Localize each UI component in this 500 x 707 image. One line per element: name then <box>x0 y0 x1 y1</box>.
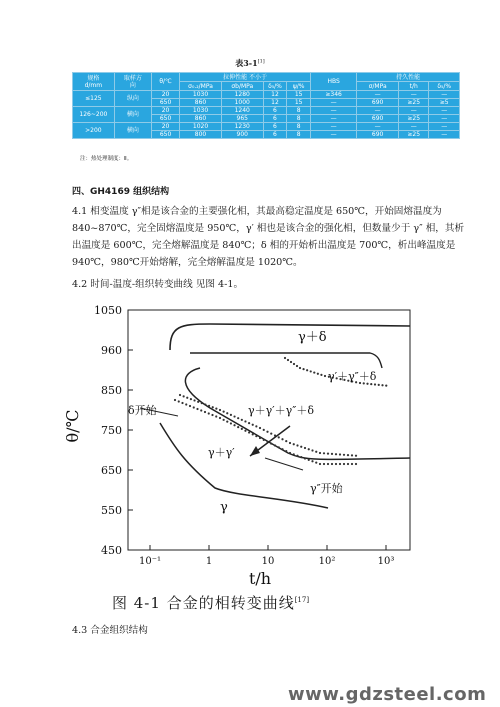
curve-dot <box>347 463 349 465</box>
table-cell: 纵向 <box>114 91 151 107</box>
table-cell: 900 <box>221 131 263 139</box>
curve-dot <box>296 455 298 457</box>
curve-dot <box>310 370 312 372</box>
curve-dot <box>323 452 325 454</box>
table-cell: ≥25 <box>398 115 428 123</box>
y-tick-label: 1050 <box>94 304 122 317</box>
x-tick-label: 10³ <box>377 556 395 567</box>
curve-dot <box>259 427 261 429</box>
curve-dot <box>293 363 295 365</box>
table-cell: 8 <box>287 131 311 139</box>
th-a: δ₅/% <box>263 82 287 91</box>
curve-dot <box>200 409 202 411</box>
curve-dot <box>259 437 261 439</box>
table-cell: 126~200 <box>73 107 115 123</box>
curve-dot <box>252 424 254 426</box>
table-cell: 20 <box>151 91 179 99</box>
curve-dot <box>311 449 313 451</box>
curve-dot <box>323 463 325 465</box>
curve-dot <box>263 439 265 441</box>
curve-dot <box>293 443 295 445</box>
x-tick-label: 1 <box>205 556 213 567</box>
curve-dot <box>315 462 317 464</box>
x-tick-label: 10⁻¹ <box>138 556 162 567</box>
table-cell: ≥25 <box>398 99 428 107</box>
curve-dot <box>233 424 235 426</box>
curve-dot <box>219 409 221 411</box>
curve-dot <box>385 385 387 387</box>
table-cell: 8 <box>287 107 311 115</box>
curve-dot <box>293 453 295 455</box>
table-cell: — <box>429 131 460 139</box>
table-cell: 1280 <box>221 91 263 99</box>
curve-dot <box>230 422 232 424</box>
curve-dot <box>351 463 353 465</box>
curve-dot <box>306 369 308 371</box>
curve-dot <box>355 455 357 457</box>
curve-dot <box>351 454 353 456</box>
th-sig: σ/MPa <box>357 82 399 91</box>
curve-dot <box>223 411 225 413</box>
curve-dot <box>296 365 298 367</box>
th-direction: 取样方 向 <box>114 73 151 91</box>
y-tick-label: 960 <box>101 344 122 357</box>
curve-dot <box>244 430 246 432</box>
curve-dot <box>374 383 376 385</box>
ttt-diagram <box>60 298 440 592</box>
curve-dot <box>319 463 321 465</box>
table-cell: ≤125 <box>73 91 115 107</box>
curve-dot <box>212 406 214 408</box>
property-table <box>72 72 460 139</box>
curve-dot <box>208 412 210 414</box>
curve-dot <box>347 454 349 456</box>
curve-dot <box>183 395 185 397</box>
table-cell: 965 <box>221 115 263 123</box>
curve-dot <box>378 384 380 386</box>
arrow-line-2 <box>265 458 303 470</box>
curve-dot <box>343 454 345 456</box>
th-rp: σ₀.₂/MPa <box>180 82 222 91</box>
x-tick-label: 10 <box>261 556 275 567</box>
table-cell: — <box>398 107 428 115</box>
y-tick-label: 450 <box>101 544 122 557</box>
table-cell: 横向 <box>114 123 151 139</box>
curve-dot <box>285 450 287 452</box>
curve-dot <box>237 426 239 428</box>
th-spec: 规格 d/mm <box>73 73 115 91</box>
table-cell: — <box>311 99 357 107</box>
curve-dot <box>190 398 192 400</box>
curve-dot <box>252 433 254 435</box>
curve-dot <box>270 433 272 435</box>
curve-dot <box>284 357 286 359</box>
table-cell: 1030 <box>180 107 222 115</box>
curve-dot <box>311 460 313 462</box>
curve-dot <box>189 405 191 407</box>
table-cell: — <box>311 107 357 115</box>
curve-dot <box>278 436 280 438</box>
table-cell: ≥346 <box>311 91 357 99</box>
curve-dot <box>278 446 280 448</box>
curve-dot <box>215 408 217 410</box>
delta-solvus-curve <box>170 324 410 350</box>
table-cell: 6 <box>263 107 287 115</box>
table-cell: — <box>311 115 357 123</box>
label-g-gp: γ＋γ′ <box>208 446 235 459</box>
curve-dot <box>174 399 176 401</box>
curve-dot <box>299 367 301 369</box>
x-axis-label: t/h <box>248 569 272 588</box>
curve-dot <box>343 463 345 465</box>
y-tick-label: 850 <box>101 384 122 397</box>
curve-dot <box>281 438 283 440</box>
table-cell: 20 <box>151 107 179 115</box>
arrow-head-1 <box>250 446 260 456</box>
table-note: 注：热处理制度：Ⅱ。 <box>80 156 133 162</box>
table-cell: 1000 <box>221 99 263 107</box>
curve-dot <box>266 431 268 433</box>
table-cell: 690 <box>357 115 399 123</box>
table-cell: — <box>357 91 399 99</box>
curve-dot <box>370 383 372 385</box>
label-delta-start: δ开始 <box>128 404 157 417</box>
curve-dot <box>327 453 329 455</box>
curve-dot <box>178 400 180 402</box>
curve-dot <box>233 415 235 417</box>
curve-dot <box>290 361 292 363</box>
th-z: ψ/% <box>287 82 311 91</box>
curve-dot <box>335 453 337 455</box>
curve-dot <box>270 443 272 445</box>
table-row <box>73 123 460 131</box>
gamma-delta-line <box>190 353 382 368</box>
curve-dot <box>355 463 357 465</box>
curve-dot <box>255 425 257 427</box>
curve-dot <box>230 414 232 416</box>
table-cell: — <box>357 107 399 115</box>
table-cell: — <box>398 123 428 131</box>
table-cell: 690 <box>357 131 399 139</box>
table-cell: 8 <box>287 115 311 123</box>
table-cell: 6 <box>263 115 287 123</box>
label-g-gp-gpp-d: γ＋γ′＋γ″＋δ <box>248 404 314 417</box>
table-cell: 6 <box>263 123 287 131</box>
curve-dot <box>263 429 265 431</box>
y-axis-label: θ/℃ <box>63 409 82 443</box>
curve-dot <box>296 444 298 446</box>
th-d5: δ₅/% <box>429 82 460 91</box>
curve-dot <box>248 431 250 433</box>
table-cell: 1240 <box>221 107 263 115</box>
curve-dot <box>244 420 246 422</box>
curve-dot <box>226 412 228 414</box>
paragraph-ttt-intro: 4.2 时间-温度-组织转变曲线 见图 4-1。 <box>72 279 244 290</box>
gamma-pp-start-curve <box>160 423 328 508</box>
table-cell: 860 <box>180 99 222 107</box>
curve-dot <box>331 463 333 465</box>
th-t: t/h <box>398 82 428 91</box>
table-cell: 8 <box>287 123 311 131</box>
curve-dot <box>219 417 221 419</box>
curve-dot <box>226 421 228 423</box>
table-cell: 20 <box>151 123 179 131</box>
table-cell: ≥5 <box>429 99 460 107</box>
th-rupture: 持久性能 <box>357 73 460 82</box>
table-cell: — <box>398 91 428 99</box>
table-title: 表3-1[1] <box>235 58 265 68</box>
table-cell: 800 <box>180 131 222 139</box>
table-cell: 15 <box>287 99 311 107</box>
table-cell: 650 <box>151 99 179 107</box>
curve-dot <box>185 403 187 405</box>
paragraph-phase-temperature: 4.1 相变温度 γ″相是该合金的主要强化相，其最高稳定温度是 650℃，开始固熔温度为 840~870℃，完全固熔温度是 950℃，γ′ 相也是该合金的强化相，但数量少于 γ″ 相，其析出温度是 600℃，完全熔解温度是 840℃；δ 相的开始析出温度是 700℃，析出峰温度是 940℃，980℃开始熔解，完全熔解温度是 1020℃。 <box>72 206 465 268</box>
table-cell: — <box>429 123 460 131</box>
table-cell: 横向 <box>114 107 151 123</box>
curve-dot <box>281 448 283 450</box>
y-tick-label: 750 <box>101 424 122 437</box>
curve-dot <box>197 401 199 403</box>
curve-dot <box>211 414 213 416</box>
table-cell: 1030 <box>180 91 222 99</box>
curve-dot <box>313 371 315 373</box>
table-cell: — <box>429 107 460 115</box>
curve-dot <box>179 394 181 396</box>
y-tick-label: 650 <box>101 464 122 477</box>
y-tick-label: 550 <box>101 504 122 517</box>
table-cell: ≥25 <box>398 131 428 139</box>
table-cell: 1230 <box>221 123 263 131</box>
table-row <box>73 91 460 99</box>
curve-dot <box>248 422 250 424</box>
curve-dot <box>181 402 183 404</box>
table-cell: — <box>357 123 399 131</box>
curve-dot <box>201 402 203 404</box>
label-gamma-delta: γ＋δ <box>298 330 327 345</box>
curve-dot <box>215 415 217 417</box>
th-tensile: 拉伸性能 不小于 <box>180 73 311 82</box>
curve-dot <box>196 408 198 410</box>
curve-dot <box>300 446 302 448</box>
curve-dot <box>339 453 341 455</box>
curve-dot <box>186 397 188 399</box>
curve-dot <box>320 374 322 376</box>
th-hbs: HBS <box>311 73 357 91</box>
table-cell: — <box>311 131 357 139</box>
watermark: www.gdzsteel.com <box>288 684 487 705</box>
paragraph-structure: 4.3 合金组织结构 <box>72 625 148 636</box>
curve-dot <box>193 406 195 408</box>
table-cell: 15 <box>287 91 311 99</box>
table-cell: 650 <box>151 115 179 123</box>
curve-dot <box>204 403 206 405</box>
label-gamma: γ <box>220 500 228 515</box>
curve-dot <box>339 463 341 465</box>
table-cell: — <box>429 115 460 123</box>
curve-dot <box>241 428 243 430</box>
curve-dot <box>223 419 225 421</box>
table-cell: 860 <box>180 115 222 123</box>
x-tick-label: 10² <box>318 556 336 567</box>
table-cell: 1020 <box>180 123 222 131</box>
curve-dot <box>327 463 329 465</box>
curve-dot <box>255 435 257 437</box>
curve-dot <box>319 452 321 454</box>
table-cell: 12 <box>263 91 287 99</box>
table-cell: 12 <box>263 99 287 107</box>
table-row <box>73 107 460 115</box>
th-rm: σb/MPa <box>221 82 263 91</box>
figure-caption: 图 4-1 合金的相转变曲线[17] <box>112 594 310 612</box>
curve-dot <box>300 456 302 458</box>
curve-dot <box>289 452 291 454</box>
curve-dot <box>335 463 337 465</box>
curve-dot <box>285 440 287 442</box>
table-cell: 650 <box>151 131 179 139</box>
curve-dot <box>331 453 333 455</box>
section-title: 四、GH4169 组织结构 <box>72 187 170 197</box>
curve-dot <box>274 444 276 446</box>
table-cell: 6 <box>263 131 287 139</box>
curve-dot <box>289 442 291 444</box>
curve-dot <box>208 405 210 407</box>
table-cell: — <box>429 91 460 99</box>
curve-dot <box>302 368 304 370</box>
curve-dot <box>241 419 243 421</box>
curve-dot <box>237 417 239 419</box>
table-cell: >200 <box>73 123 115 139</box>
curve-dot <box>315 451 317 453</box>
curve-dot <box>308 459 310 461</box>
label-gp-gpp-delta: γ′＋γ″＋δ <box>328 370 377 383</box>
table-cell: 690 <box>357 99 399 107</box>
curve-dot <box>304 447 306 449</box>
curve-dot <box>204 411 206 413</box>
th-temp: θ/℃ <box>151 73 179 91</box>
curve-dot <box>287 359 289 361</box>
curve-dot <box>324 375 326 377</box>
curve-dot <box>304 457 306 459</box>
curve-dot <box>193 399 195 401</box>
curve-dot <box>381 384 383 386</box>
table-cell: — <box>311 123 357 131</box>
curve-dot <box>317 373 319 375</box>
label-gpp-start: γ″开始 <box>310 482 343 495</box>
curve-dot <box>308 448 310 450</box>
